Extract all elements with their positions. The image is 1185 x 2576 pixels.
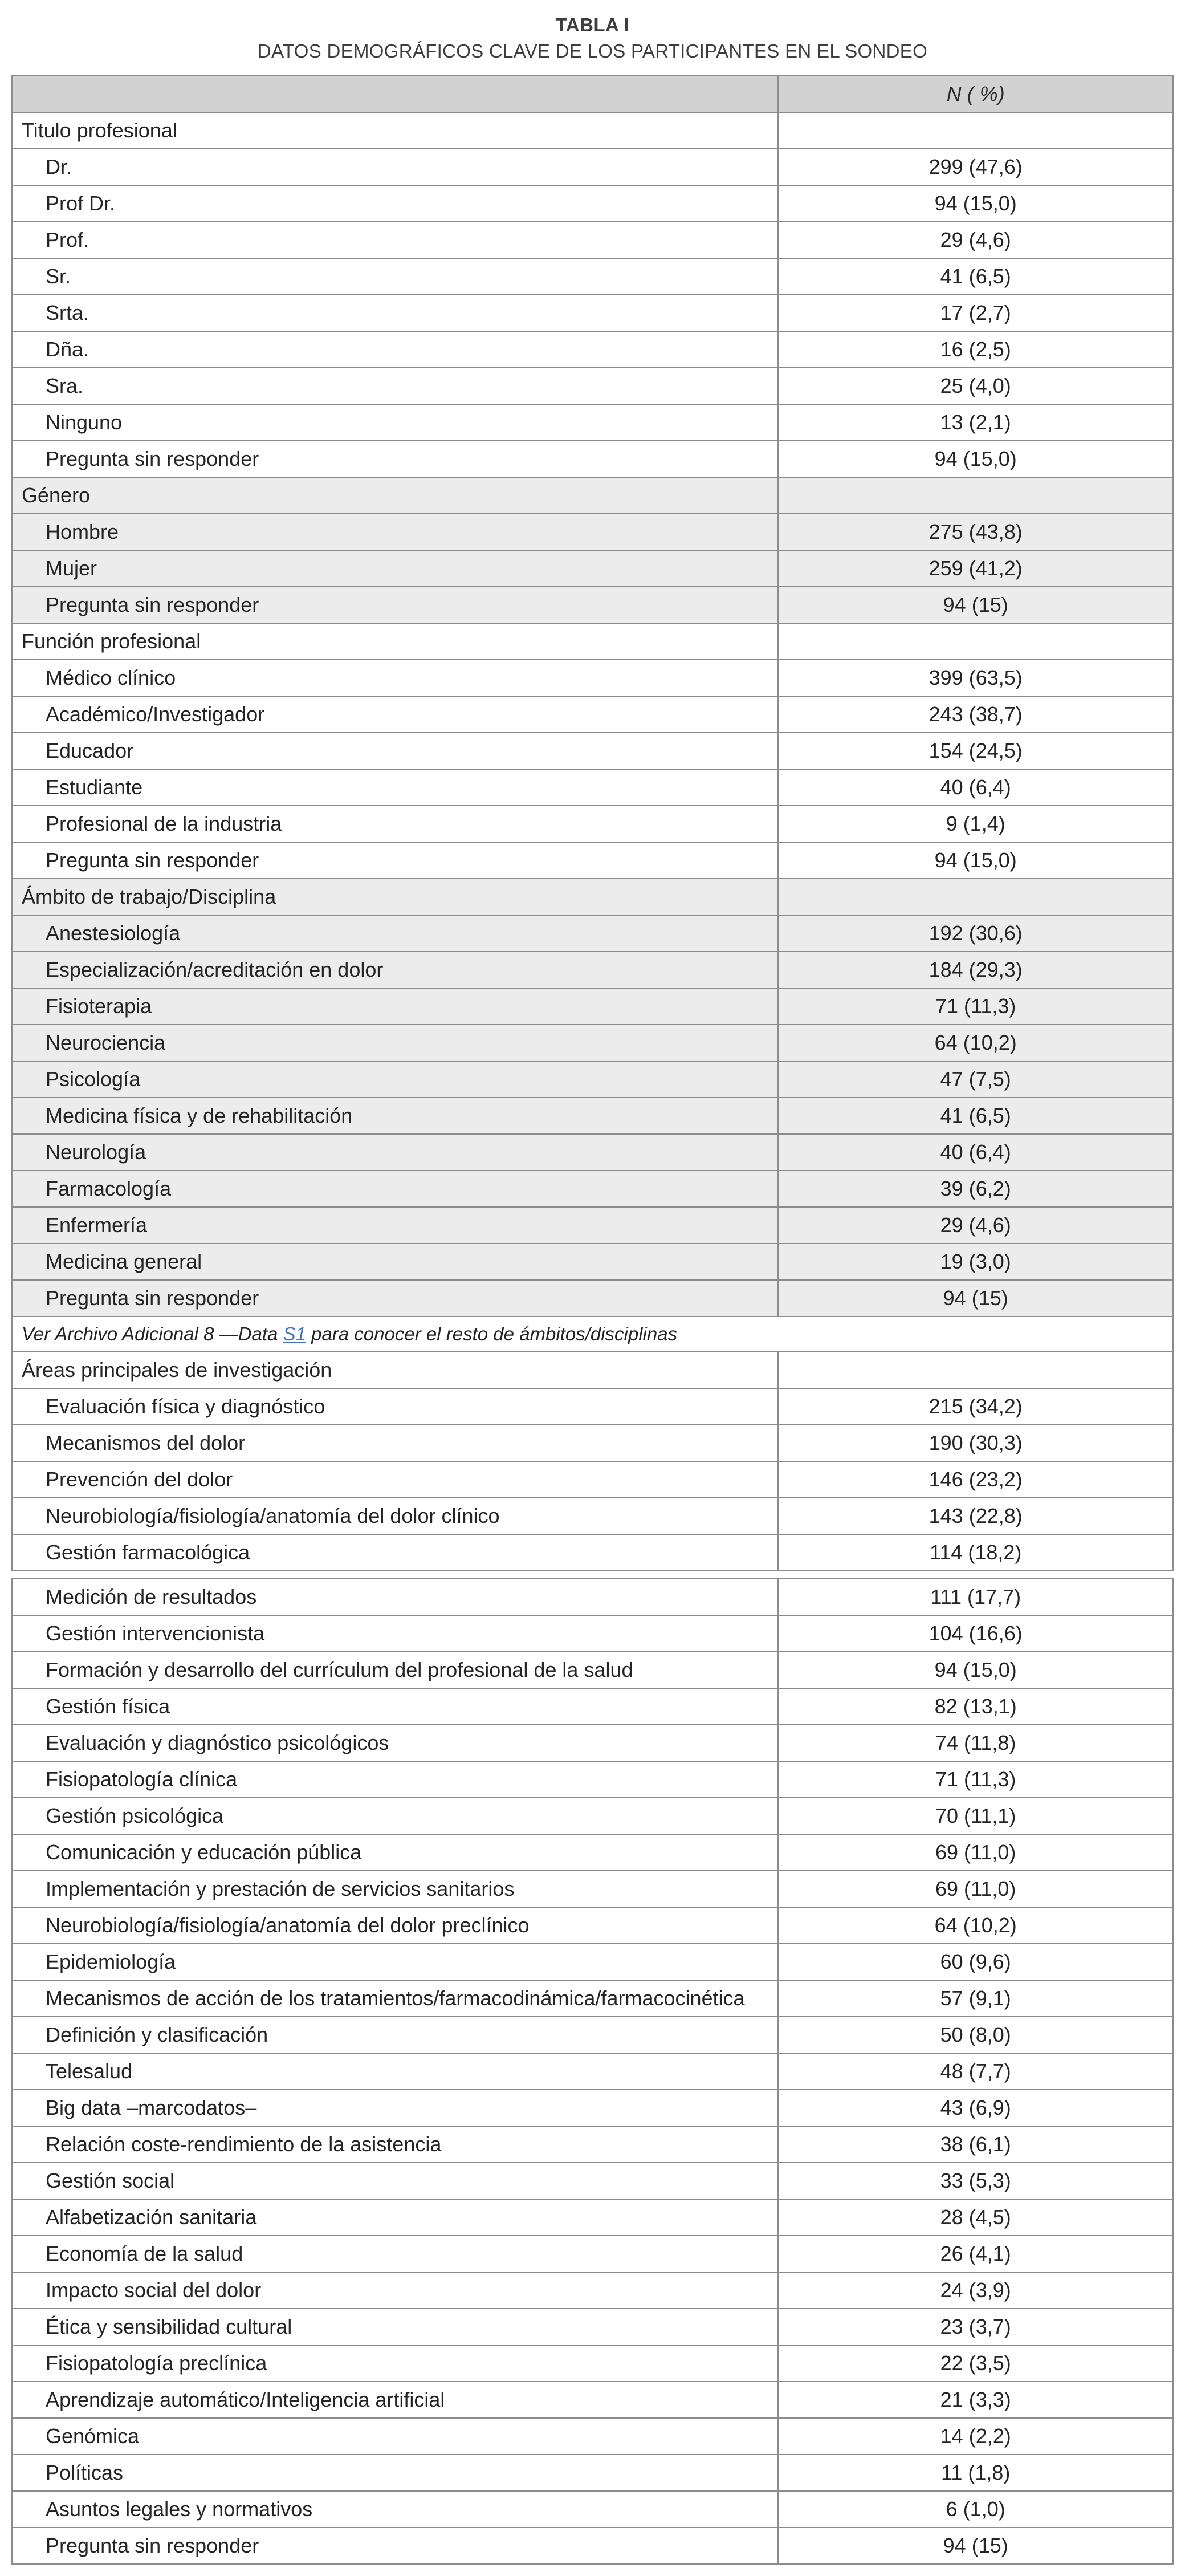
- table-row: [12, 1061, 1173, 1098]
- row-value: 48 (7,7): [778, 2053, 1173, 2090]
- row-value: 104 (16,6): [778, 1615, 1173, 1652]
- section-header-row: [12, 477, 1173, 514]
- row-value: 154 (24,5): [778, 733, 1173, 769]
- row-label: Gestión física: [12, 1688, 778, 1725]
- row-value: 114 (18,2): [778, 1534, 1173, 1571]
- row-label: Big data –marcodatos–: [12, 2090, 778, 2126]
- section-label: Función profesional: [12, 623, 778, 660]
- table-row: [12, 1688, 1173, 1725]
- table-row: [12, 1171, 1173, 1207]
- table-row: [12, 2090, 1173, 2126]
- section-header-row: [12, 879, 1173, 915]
- table-row: [12, 2163, 1173, 2199]
- row-label: Pregunta sin responder: [12, 1280, 778, 1317]
- table-row: [12, 368, 1173, 404]
- table-row: [12, 222, 1173, 258]
- row-value: 28 (4,5): [778, 2199, 1173, 2236]
- row-value: 11 (1,8): [778, 2455, 1173, 2491]
- table-row: [12, 1579, 1173, 1615]
- row-label: Evaluación y diagnóstico psicológicos: [12, 1725, 778, 1761]
- section-label: Titulo profesional: [12, 112, 778, 149]
- table-note: [12, 1317, 1173, 1352]
- row-value: 94 (15,0): [778, 842, 1173, 879]
- table-row: [12, 1980, 1173, 2017]
- row-value: 24 (3,9): [778, 2272, 1173, 2309]
- table-header-row: [12, 76, 1173, 112]
- row-label: Estudiante: [12, 769, 778, 806]
- row-value: 41 (6,5): [778, 258, 1173, 295]
- row-label: Neurociencia: [12, 1025, 778, 1061]
- row-value: 14 (2,2): [778, 2418, 1173, 2455]
- table-row: [12, 2199, 1173, 2236]
- section-label: Género: [12, 477, 778, 514]
- table-row: [12, 1207, 1173, 1244]
- table-row: [12, 550, 1173, 587]
- row-label: Epidemiología: [12, 1944, 778, 1980]
- row-label: Evaluación física y diagnóstico: [12, 1388, 778, 1425]
- row-label: Sr.: [12, 258, 778, 295]
- row-value: 69 (11,0): [778, 1871, 1173, 1907]
- row-value: 111 (17,7): [778, 1579, 1173, 1615]
- row-value: 39 (6,2): [778, 1171, 1173, 1207]
- row-value: 71 (11,3): [778, 988, 1173, 1025]
- table-row: [12, 915, 1173, 952]
- row-value: 143 (22,8): [778, 1498, 1173, 1534]
- table-row: [12, 806, 1173, 842]
- row-label: Gestión intervencionista: [12, 1615, 778, 1652]
- table-row: [12, 988, 1173, 1025]
- section-empty-cell: [778, 623, 1173, 660]
- row-label: Relación coste-rendimiento de la asistencia: [12, 2126, 778, 2163]
- row-value: 275 (43,8): [778, 514, 1173, 550]
- row-label: Genómica: [12, 2418, 778, 2455]
- row-label: Sra.: [12, 368, 778, 404]
- row-value: 22 (3,5): [778, 2345, 1173, 2382]
- row-value: 23 (3,7): [778, 2309, 1173, 2345]
- header-n-percent-cell: N ( %): [778, 76, 1173, 112]
- table-row: [12, 1871, 1173, 1907]
- row-label: Educador: [12, 733, 778, 769]
- table-row: [12, 1761, 1173, 1798]
- table-row: [12, 295, 1173, 331]
- row-label: Prof Dr.: [12, 185, 778, 222]
- table-caption: DATOS DEMOGRÁFICOS CLAVE DE LOS PARTICIPANTES EN EL SONDEO: [257, 40, 928, 62]
- row-value: 40 (6,4): [778, 769, 1173, 806]
- row-value: 33 (5,3): [778, 2163, 1173, 2199]
- row-value: 399 (63,5): [778, 660, 1173, 696]
- section-label: Áreas principales de investigación: [12, 1352, 778, 1388]
- table-row: [12, 1615, 1173, 1652]
- table-row: [12, 2126, 1173, 2163]
- row-value: 26 (4,1): [778, 2236, 1173, 2272]
- row-value: 71 (11,3): [778, 1761, 1173, 1798]
- table-row: [12, 696, 1173, 733]
- table-row: [12, 2053, 1173, 2090]
- table-row: [12, 769, 1173, 806]
- row-value: 94 (15,0): [778, 1652, 1173, 1688]
- row-value: 94 (15): [778, 587, 1173, 623]
- row-value: 70 (11,1): [778, 1798, 1173, 1834]
- row-label: Especialización/acreditación en dolor: [12, 952, 778, 988]
- row-label: Psicología: [12, 1061, 778, 1098]
- row-value: 6 (1,0): [778, 2491, 1173, 2528]
- row-label: Gestión farmacológica: [12, 1534, 778, 1571]
- table-row: [12, 1244, 1173, 1280]
- row-label: Ética y sensibilidad cultural: [12, 2309, 778, 2345]
- row-label: Fisiopatología preclínica: [12, 2345, 778, 2382]
- table-row: [12, 185, 1173, 222]
- row-value: 19 (3,0): [778, 1244, 1173, 1280]
- table-row: [12, 404, 1173, 441]
- row-label: Srta.: [12, 295, 778, 331]
- table-note-row: [12, 1317, 1173, 1352]
- row-value: 50 (8,0): [778, 2017, 1173, 2053]
- row-label: Profesional de la industria: [12, 806, 778, 842]
- row-value: 259 (41,2): [778, 550, 1173, 587]
- table-row: [12, 1280, 1173, 1317]
- table-row: [12, 1834, 1173, 1871]
- table-row: [12, 441, 1173, 477]
- row-label: Pregunta sin responder: [12, 587, 778, 623]
- row-label: Médico clínico: [12, 660, 778, 696]
- table-row: [12, 2017, 1173, 2053]
- row-value: 16 (2,5): [778, 331, 1173, 368]
- table-row: [12, 2309, 1173, 2345]
- row-value: 184 (29,3): [778, 952, 1173, 988]
- row-label: Pregunta sin responder: [12, 2528, 778, 2564]
- table-row: [12, 1098, 1173, 1134]
- table-row: [12, 2272, 1173, 2309]
- row-label: Gestión psicológica: [12, 1798, 778, 1834]
- section-header-row: [12, 623, 1173, 660]
- row-value: 41 (6,5): [778, 1098, 1173, 1134]
- table-row: [12, 1498, 1173, 1534]
- row-label: Fisiopatología clínica: [12, 1761, 778, 1798]
- table-row: [12, 331, 1173, 368]
- row-label: Prevención del dolor: [12, 1461, 778, 1498]
- row-label: Formación y desarrollo del currículum del profesional de la salud: [12, 1652, 778, 1688]
- row-label: Académico/Investigador: [12, 696, 778, 733]
- header-label-cell: [12, 76, 778, 112]
- table-row: [12, 2455, 1173, 2491]
- row-label: Neurobiología/fisiología/anatomía del dolor clínico: [12, 1498, 778, 1534]
- section-header-row: [12, 112, 1173, 149]
- row-label: Comunicación y educación pública: [12, 1834, 778, 1871]
- row-value: 9 (1,4): [778, 806, 1173, 842]
- row-value: 17 (2,7): [778, 295, 1173, 331]
- section-label: Ámbito de trabajo/Disciplina: [12, 879, 778, 915]
- row-label: Impacto social del dolor: [12, 2272, 778, 2309]
- table-row: [12, 587, 1173, 623]
- row-label: Farmacología: [12, 1171, 778, 1207]
- table-row: [12, 1425, 1173, 1461]
- row-value: 74 (11,8): [778, 1725, 1173, 1761]
- row-label: Neurología: [12, 1134, 778, 1171]
- row-value: 29 (4,6): [778, 222, 1173, 258]
- table-row: [12, 660, 1173, 696]
- table-row: [12, 258, 1173, 295]
- table-row: [12, 2491, 1173, 2528]
- row-value: 190 (30,3): [778, 1425, 1173, 1461]
- table-row: [12, 2345, 1173, 2382]
- row-label: Medición de resultados: [12, 1579, 778, 1615]
- table-row: [12, 1944, 1173, 1980]
- table-row: [12, 952, 1173, 988]
- row-value: 215 (34,2): [778, 1388, 1173, 1425]
- row-value: 21 (3,3): [778, 2382, 1173, 2418]
- row-label: Fisioterapia: [12, 988, 778, 1025]
- table-row: [12, 2382, 1173, 2418]
- row-value: 69 (11,0): [778, 1834, 1173, 1871]
- section-empty-cell: [778, 477, 1173, 514]
- row-label: Economía de la salud: [12, 2236, 778, 2272]
- row-label: Mujer: [12, 550, 778, 587]
- row-label: Pregunta sin responder: [12, 842, 778, 879]
- row-value: 94 (15,0): [778, 185, 1173, 222]
- row-label: Telesalud: [12, 2053, 778, 2090]
- table-page-split-gap: [12, 1571, 1173, 1579]
- section-header-row: [12, 1352, 1173, 1388]
- row-label: Implementación y prestación de servicios sanitarios: [12, 1871, 778, 1907]
- table-title-block: [11, 14, 1174, 63]
- row-value: 192 (30,6): [778, 915, 1173, 952]
- row-value: 57 (9,1): [778, 1980, 1173, 2017]
- row-value: 94 (15): [778, 1280, 1173, 1317]
- table-row: [12, 1725, 1173, 1761]
- row-label: Políticas: [12, 2455, 778, 2491]
- row-label: Dr.: [12, 149, 778, 185]
- gap-cell: [12, 1571, 1173, 1579]
- section-empty-cell: [778, 879, 1173, 915]
- row-label: Mecanismos de acción de los tratamientos/farmacodinámica/farmacocinética: [12, 1980, 778, 2017]
- row-value: 60 (9,6): [778, 1944, 1173, 1980]
- row-label: Mecanismos del dolor: [12, 1425, 778, 1461]
- row-label: Hombre: [12, 514, 778, 550]
- row-value: 43 (6,9): [778, 2090, 1173, 2126]
- table-row: [12, 733, 1173, 769]
- row-value: 299 (47,6): [778, 149, 1173, 185]
- row-value: 94 (15): [778, 2528, 1173, 2564]
- row-label: Enfermería: [12, 1207, 778, 1244]
- row-label: Medicina física y de rehabilitación: [12, 1098, 778, 1134]
- row-label: Ninguno: [12, 404, 778, 441]
- row-label: Anestesiología: [12, 915, 778, 952]
- section-empty-cell: [778, 112, 1173, 149]
- table-row: [12, 149, 1173, 185]
- table-row: [12, 1534, 1173, 1571]
- row-label: Neurobiología/fisiología/anatomía del dolor preclínico: [12, 1907, 778, 1944]
- row-value: 13 (2,1): [778, 404, 1173, 441]
- table-row: [12, 2236, 1173, 2272]
- row-value: 40 (6,4): [778, 1134, 1173, 1171]
- row-value: 94 (15,0): [778, 441, 1173, 477]
- row-label: Prof.: [12, 222, 778, 258]
- table-row: [12, 1461, 1173, 1498]
- table-body: [12, 112, 1173, 2564]
- row-label: Pregunta sin responder: [12, 441, 778, 477]
- table-number: TABLA I: [555, 14, 630, 35]
- table-row: [12, 514, 1173, 550]
- table-row: [12, 1134, 1173, 1171]
- table-row: [12, 1798, 1173, 1834]
- table-row: [12, 1907, 1173, 1944]
- note-text-after: para conocer el resto de ámbitos/disciplinas: [306, 1323, 678, 1344]
- row-value: 38 (6,1): [778, 2126, 1173, 2163]
- note-text-before: Ver Archivo Adicional 8 —Data: [22, 1323, 283, 1344]
- row-value: 29 (4,6): [778, 1207, 1173, 1244]
- row-label: Medicina general: [12, 1244, 778, 1280]
- section-empty-cell: [778, 1352, 1173, 1388]
- row-value: 146 (23,2): [778, 1461, 1173, 1498]
- table-row: [12, 2528, 1173, 2564]
- table-row: [12, 842, 1173, 879]
- row-value: 47 (7,5): [778, 1061, 1173, 1098]
- row-label: Asuntos legales y normativos: [12, 2491, 778, 2528]
- row-value: 82 (13,1): [778, 1688, 1173, 1725]
- row-label: Dña.: [12, 331, 778, 368]
- table-row: [12, 1652, 1173, 1688]
- table-row: [12, 1388, 1173, 1425]
- row-value: 64 (10,2): [778, 1025, 1173, 1061]
- row-value: 243 (38,7): [778, 696, 1173, 733]
- table-row: [12, 2418, 1173, 2455]
- row-value: 64 (10,2): [778, 1907, 1173, 1944]
- demographics-table: [11, 75, 1174, 2565]
- row-label: Gestión social: [12, 2163, 778, 2199]
- row-label: Definición y clasificación: [12, 2017, 778, 2053]
- data-s1-link[interactable]: S1: [283, 1323, 306, 1344]
- row-label: Alfabetización sanitaria: [12, 2199, 778, 2236]
- row-value: 25 (4,0): [778, 368, 1173, 404]
- table-row: [12, 1025, 1173, 1061]
- row-label: Aprendizaje automático/Inteligencia artificial: [12, 2382, 778, 2418]
